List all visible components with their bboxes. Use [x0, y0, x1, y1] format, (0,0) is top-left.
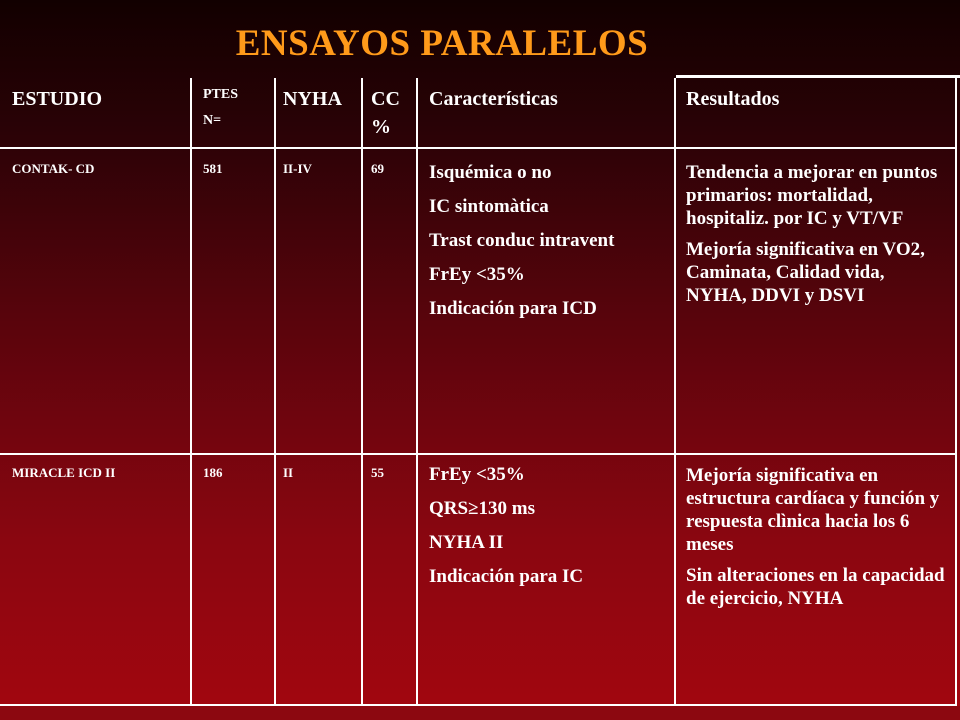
row2-caracteristica-item: QRS≥130 ms	[429, 498, 535, 519]
row2-ptes: 186	[203, 465, 223, 480]
row2-cc: 55	[371, 465, 384, 480]
row2-resultado-paragraph: Mejoría significativa en estructura cardíaca y función y respuesta clìnica hacia los 6 meses	[686, 465, 940, 555]
header-cc-line1: CC	[371, 88, 400, 110]
row1-caracteristica-item: Indicación para ICD	[429, 298, 597, 319]
column-divider	[416, 78, 418, 706]
row1-caracteristica-item: FrEy <35%	[429, 264, 525, 285]
row2-estudio: MIRACLE ICD II	[12, 465, 116, 480]
row1-estudio: CONTAK- CD	[12, 161, 95, 176]
row2-nyha: II	[283, 465, 294, 480]
header-ptes	[203, 88, 269, 128]
header-nyha: NYHA	[283, 88, 342, 110]
column-divider	[274, 78, 276, 706]
header-ptes-line2: N=	[203, 113, 222, 128]
row1-caracteristica-item: IC sintomàtica	[429, 196, 549, 217]
header-estudio: ESTUDIO	[12, 88, 103, 110]
row-divider	[0, 147, 957, 149]
trials-table	[0, 78, 960, 706]
row2-resultado-paragraph: Sin alteraciones en la capacidad de ejercicio, NYHA	[686, 565, 945, 609]
row1-ptes: 581	[203, 161, 223, 176]
header-cc	[371, 89, 415, 137]
row1-caracteristica-item: Trast conduc intravent	[429, 230, 615, 251]
row2-caracteristicas	[429, 465, 671, 601]
bottom-band	[0, 706, 960, 720]
slide-title: ENSAYOS PARALELOS	[235, 23, 649, 64]
header-caracteristicas: Características	[429, 88, 558, 110]
column-divider	[955, 78, 957, 706]
row2-caracteristica-item: NYHA II	[429, 532, 504, 553]
row1-resultados	[686, 161, 948, 315]
row1-resultado-paragraph: Tendencia a mejorar en puntos primarios: mortalidad, hospitaliz. por IC y VT/VF	[686, 162, 938, 229]
column-divider	[674, 78, 676, 706]
column-divider	[190, 78, 192, 706]
row1-caracteristica-item: Isquémica o no	[429, 162, 552, 183]
row2-caracteristica-item: FrEy <35%	[429, 464, 525, 485]
column-divider	[361, 78, 363, 706]
row1-nyha: II-IV	[283, 161, 312, 176]
header-resultados: Resultados	[686, 88, 780, 110]
row2-resultados	[686, 464, 948, 618]
row-divider	[0, 453, 957, 455]
row1-cc: 69	[371, 161, 384, 176]
header-cc-line2: %	[371, 116, 391, 138]
row2-caracteristica-item: Indicación para IC	[429, 566, 584, 587]
row1-caracteristicas	[429, 163, 671, 333]
row1-resultado-paragraph: Mejoría significativa en VO2, Caminata, Calidad vida, NYHA, DDVI y DSVI	[686, 239, 925, 306]
header-ptes-line1: PTES	[203, 87, 239, 102]
